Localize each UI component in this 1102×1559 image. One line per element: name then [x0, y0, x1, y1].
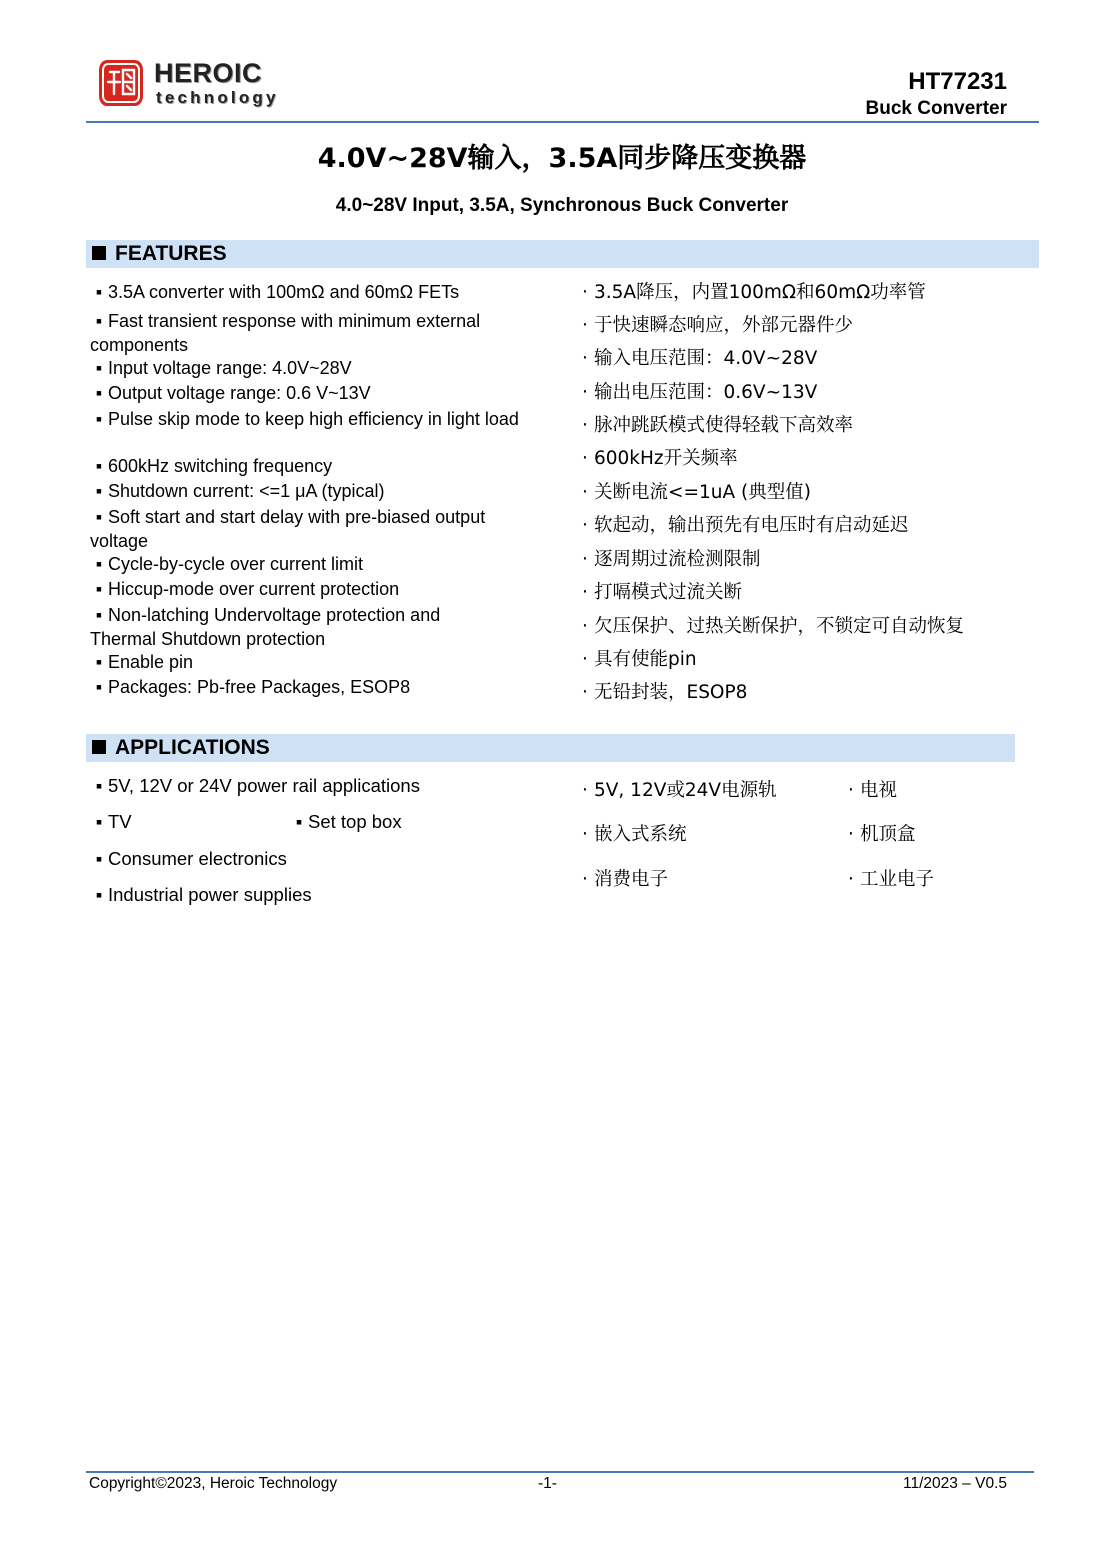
company-logo — [96, 56, 296, 112]
page-title-en: 4.0~28V Input, 3.5A, Synchronous Buck Converter — [335, 195, 789, 216]
list-item: ▪ Soft start and start delay with pre-biased output voltage — [90, 507, 486, 551]
page-title-cn: 4.0V~28V输入，3.5A同步降压变换器 — [317, 143, 807, 174]
footer-version: 11/2023 – V0.5 — [903, 1475, 1007, 1492]
part-number: HT77231 — [908, 68, 1007, 95]
bullet-icon: ▪ — [95, 554, 103, 574]
bullet-icon: ▪ — [295, 811, 303, 832]
bullet-icon: · — [582, 515, 588, 536]
bullet-icon: ▪ — [95, 811, 103, 832]
bullet-icon: ▪ — [95, 579, 103, 599]
bullet-icon: ▪ — [95, 605, 103, 625]
list-item: · 工业电子 — [842, 868, 934, 891]
bullet-icon: · — [582, 315, 588, 336]
list-item: ▪ Consumer electronics — [90, 847, 287, 870]
list-item: ▪ 600kHz switching frequency — [90, 455, 530, 479]
bullet-icon: · — [582, 415, 588, 436]
heroic-seal-icon — [96, 56, 146, 110]
list-item: ▪ Hiccup-mode over current protection — [90, 578, 530, 602]
bullet-icon: ▪ — [95, 652, 103, 672]
bullet-icon: ▪ — [95, 884, 103, 905]
list-item: · 输入电压范围：4.0V~28V — [576, 347, 1016, 371]
bullet-icon: · — [848, 824, 854, 845]
list-item: ▪ Pulse skip mode to keep high efficiency in light load — [90, 408, 530, 432]
bullet-icon: ▪ — [95, 409, 103, 429]
square-bullet-icon — [92, 246, 106, 260]
list-item: ▪ Fast transient response with minimum external components — [90, 311, 481, 355]
bullet-icon: ▪ — [95, 775, 103, 796]
list-item: ▪ Shutdown current: <=1 μA (typical) — [90, 480, 530, 504]
part-type: Buck Converter — [865, 98, 1007, 119]
bullet-icon: · — [582, 348, 588, 369]
list-item: · 欠压保护、过热关断保护，不锁定可自动恢复 — [576, 615, 1046, 639]
list-item: ▪ Output voltage range: 0.6 V~13V — [90, 382, 530, 406]
logo-wordmark: HEROIC — [154, 58, 263, 88]
list-item: ▪ 5V, 12V or 24V power rail applications — [90, 774, 420, 797]
list-item: · 打嗝模式过流关断 — [576, 581, 1016, 605]
list-item: ▪ Cycle-by-cycle over current limit — [90, 553, 530, 577]
footer-copyright: Copyright©2023, Heroic Technology — [89, 1475, 338, 1492]
applications-section-bar — [86, 734, 1015, 762]
bullet-icon: ▪ — [95, 358, 103, 378]
bullet-icon: ▪ — [95, 481, 103, 501]
list-item: ▪ Set top box — [290, 810, 402, 833]
bullet-icon: ▪ — [95, 311, 103, 331]
bullet-icon: ▪ — [95, 677, 103, 697]
bullet-icon: · — [582, 869, 588, 890]
bullet-icon: · — [582, 282, 588, 303]
bullet-icon: ▪ — [95, 507, 103, 527]
bullet-icon: · — [582, 549, 588, 570]
applications-heading: APPLICATIONS — [115, 736, 270, 759]
logo-tagline: technology — [156, 88, 279, 107]
list-item: · 软起动，输出预先有电压时有启动延迟 — [576, 514, 1016, 538]
list-item: · 逐周期过流检测限制 — [576, 548, 1016, 572]
header-divider — [86, 121, 1039, 123]
bullet-icon: · — [582, 448, 588, 469]
list-item: · 3.5A降压，内置100mΩ和60mΩ功率管 — [576, 281, 1016, 305]
bullet-icon: · — [848, 780, 854, 801]
list-item: · 具有使能pin — [576, 648, 1016, 672]
list-item: · 600kHz开关频率 — [576, 447, 1016, 471]
bullet-icon: ▪ — [95, 848, 103, 869]
list-item: ▪ 3.5A converter with 100mΩ and 60mΩ FETs — [90, 281, 530, 305]
list-item: ▪ TV — [90, 810, 132, 833]
list-item: · 电视 — [842, 779, 897, 802]
features-section-bar — [86, 240, 1039, 268]
list-item: · 无铅封装，ESOP8 — [576, 681, 1016, 705]
bullet-icon: · — [582, 482, 588, 503]
list-item: · 于快速瞬态响应，外部元器件少 — [576, 314, 1016, 338]
footer-divider — [86, 1471, 1034, 1473]
list-item: · 输出电压范围：0.6V~13V — [576, 381, 1016, 405]
list-item: ▪ Enable pin — [90, 651, 530, 675]
square-bullet-icon — [92, 740, 106, 754]
bullet-icon: · — [582, 824, 588, 845]
list-item: · 5V, 12V或24V电源轨 — [576, 779, 777, 802]
features-heading: FEATURES — [115, 242, 227, 265]
list-item: · 脉冲跳跃模式使得轻载下高效率 — [576, 414, 1016, 438]
list-item: ▪ Input voltage range: 4.0V~28V — [90, 357, 530, 381]
bullet-icon: · — [582, 780, 588, 801]
bullet-icon: · — [582, 582, 588, 603]
bullet-icon: ▪ — [95, 383, 103, 403]
bullet-icon: · — [582, 382, 588, 403]
bullet-icon: · — [582, 616, 588, 637]
list-item: · 嵌入式系统 — [576, 823, 687, 846]
bullet-icon: · — [848, 869, 854, 890]
bullet-icon: · — [582, 682, 588, 703]
list-item: ▪ Industrial power supplies — [90, 883, 312, 906]
bullet-icon: ▪ — [95, 456, 103, 476]
bullet-icon: ▪ — [95, 282, 103, 302]
bullet-icon: · — [582, 649, 588, 670]
list-item: · 消费电子 — [576, 868, 668, 891]
list-item: · 机顶盒 — [842, 823, 916, 846]
list-item: ▪ Non-latching Undervoltage protection and Thermal Shutdown protection — [90, 605, 441, 649]
list-item: ▪ Packages: Pb-free Packages, ESOP8 — [90, 676, 530, 700]
footer-page-number: -1- — [538, 1475, 557, 1492]
list-item: · 关断电流<=1uA (典型值) — [576, 481, 1016, 505]
